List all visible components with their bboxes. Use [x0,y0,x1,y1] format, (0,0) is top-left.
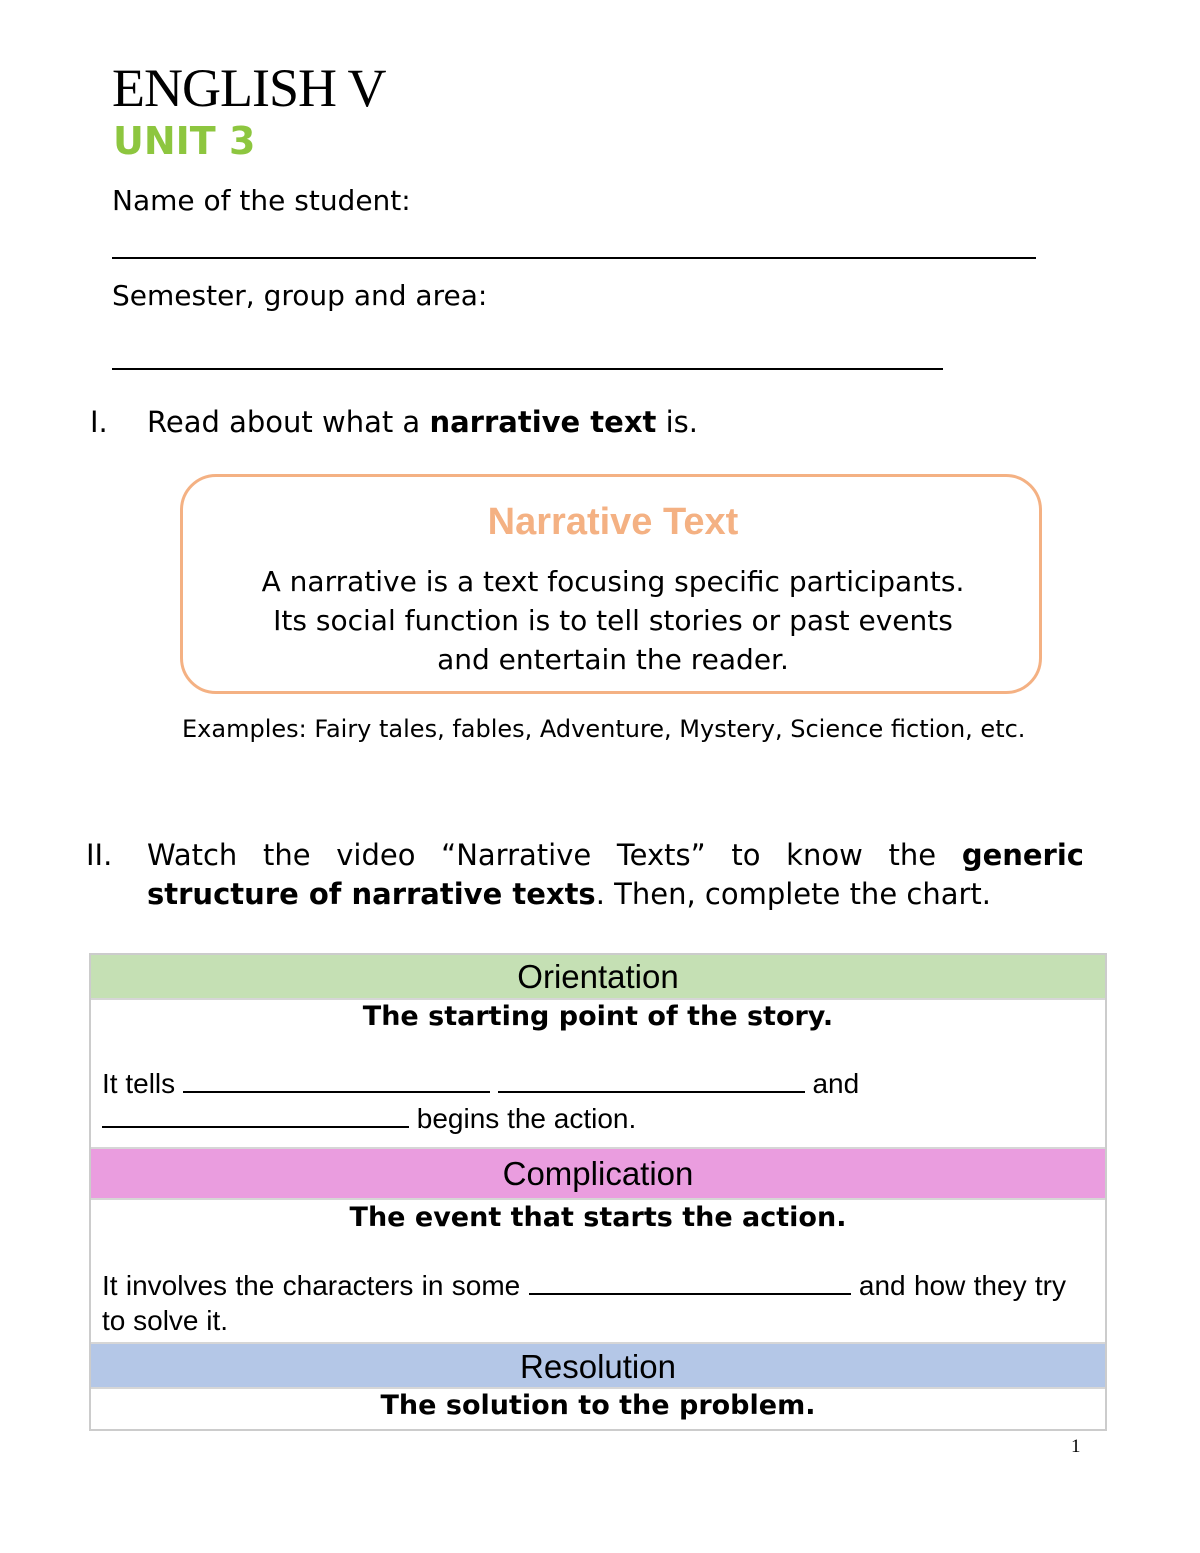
complication-fill-in-text [102,1268,1066,1338]
complication-text-1: It involves the characters in some [102,1270,521,1301]
semester-group-area-label: Semester, group and area: [112,279,488,312]
section-1-text-bold: narrative text [429,405,657,439]
section-1-text-end: is. [656,405,699,439]
narrative-box-line-1: A narrative is a text focusing specific participants. [261,565,965,598]
orientation-blank-2[interactable] [498,1067,805,1093]
complication-subheading: The event that starts the action. [349,1202,847,1233]
narrative-box-line-3: and entertain the reader. [437,643,789,676]
orientation-subheading: The starting point of the story. [362,1001,834,1032]
orientation-blank-3[interactable] [102,1102,409,1128]
orientation-header: Orientation [91,955,1105,1000]
narrative-box-title: Narrative Text [487,501,739,543]
document-title: ENGLISH V [112,58,386,118]
section-1-text-start: Read about what a [147,405,430,439]
complication-blank[interactable] [529,1269,851,1295]
semester-group-area-line[interactable] [112,368,943,370]
section-2-instruction [147,836,1084,914]
section-1-instruction [147,403,1087,442]
page-number: 1 [1071,1436,1081,1457]
narrative-examples: Examples: Fairy tales, fables, Adventure, Mystery, Science fiction, etc. [182,715,1026,743]
resolution-header: Resolution [91,1342,1105,1389]
section-2-text-start: Watch the video “Narrative Texts” to know the [147,838,962,872]
unit-heading: UNIT 3 [113,119,256,163]
resolution-subheading: The solution to the problem. [380,1390,816,1421]
orientation-text-2: and [812,1068,860,1099]
section-2-text-bold: generic structure of narrative texts [147,838,1084,911]
narrative-box-line-2: Its social function is to tell stories or past events [273,604,953,637]
student-name-label: Name of the student: [112,184,411,217]
orientation-fill-in-text [102,1066,1082,1136]
orientation-text-1: It tells [102,1068,176,1099]
section-2-number: II. [86,838,113,872]
section-1-number: I. [90,405,108,439]
orientation-text-3: begins the action. [416,1103,637,1134]
section-2-text-end: . Then, complete the chart. [595,877,991,911]
complication-header: Complication [91,1147,1105,1200]
student-name-line[interactable] [112,257,1036,259]
orientation-blank-1[interactable] [183,1067,490,1093]
complication-text-2: and how they try to solve it. [102,1270,1066,1336]
narrative-box-body [180,562,1046,679]
